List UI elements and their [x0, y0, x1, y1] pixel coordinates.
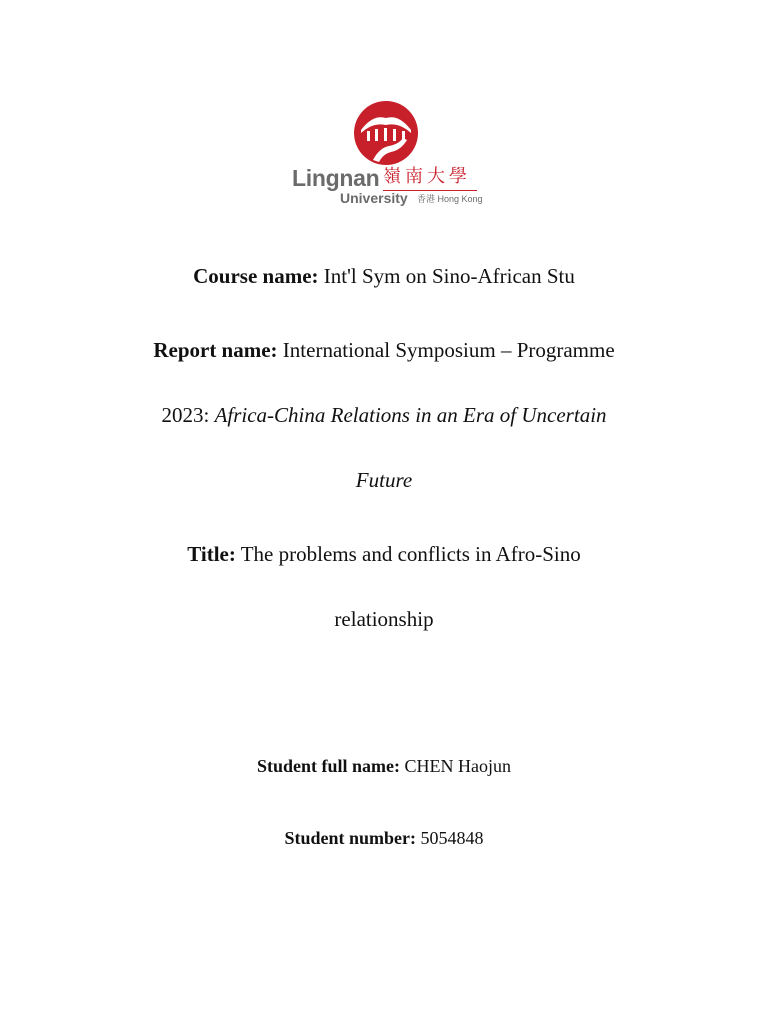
- logo-wordmark: Lingnan: [292, 165, 380, 191]
- report-name-value-line1: International Symposium – Programme: [282, 338, 615, 362]
- student-number-value: 5054848: [420, 828, 484, 848]
- student-name-line: [0, 753, 768, 779]
- report-name-line: [0, 337, 768, 363]
- course-name-value: Int'l Sym on Sino-African Stu: [323, 264, 575, 288]
- title-value-line1: The problems and conflicts in Afro-Sino: [240, 542, 581, 566]
- lingnan-emblem-icon: [353, 100, 419, 166]
- title-label: Title:: [187, 542, 236, 566]
- title-line: [0, 541, 768, 567]
- university-logo: [290, 100, 490, 208]
- course-name-line: [0, 263, 768, 289]
- student-number-line: [0, 825, 768, 851]
- logo-location: 香港 Hong Kong: [417, 194, 483, 204]
- report-name-line2: [0, 402, 768, 428]
- title-value-line2: relationship: [334, 607, 434, 631]
- student-name-value: CHEN Haojun: [404, 756, 511, 776]
- title-line2: [0, 606, 768, 632]
- student-number-label: Student number:: [284, 828, 417, 848]
- logo-university: University: [340, 190, 408, 206]
- logo-chinese-name: 嶺南大學: [383, 166, 471, 187]
- student-name-label: Student full name:: [256, 756, 400, 776]
- report-name-line3: [0, 467, 768, 493]
- report-name-subtitle: Africa-China Relations in an Era of Uncertain: [214, 403, 607, 427]
- report-name-subtitle-end: Future: [355, 468, 413, 492]
- course-name-label: Course name:: [193, 264, 319, 288]
- report-name-label: Report name:: [153, 338, 278, 362]
- report-name-year: 2023:: [161, 403, 210, 427]
